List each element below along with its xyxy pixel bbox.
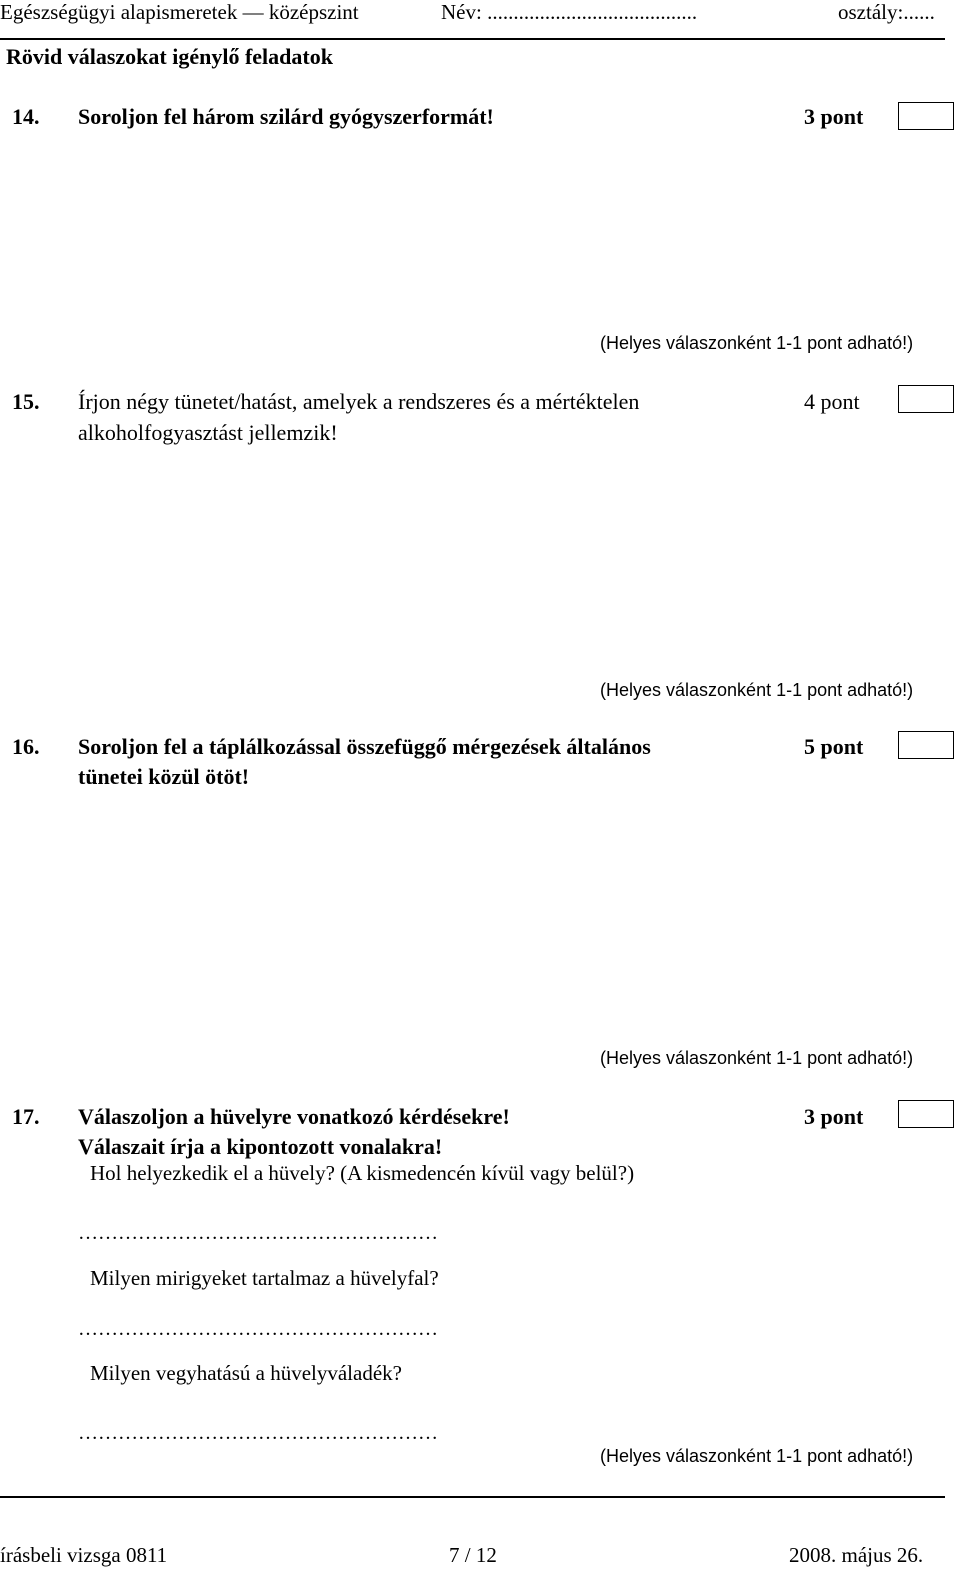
question-17-note: (Helyes válaszonként 1-1 pont adható!): [600, 1446, 914, 1466]
header-rule: [0, 38, 945, 40]
answer-line-1[interactable]: ………………………………………………: [78, 1222, 438, 1244]
question-16-number: 16.: [12, 734, 40, 759]
question-17-text-line2: Válaszait írja a kipontozott vonalakra!: [78, 1134, 443, 1159]
question-17-points: 3 pont: [804, 1104, 864, 1129]
question-14-points: 3 pont: [804, 104, 864, 129]
question-15-number: 15.: [12, 389, 40, 414]
question-14-text: Soroljon fel három szilárd gyógyszerformát!: [78, 104, 494, 129]
question-14-score-box[interactable]: [898, 102, 954, 130]
question-15-text-line1: Írjon négy tünetet/hatást, amelyek a rendszeres és a mértéktelen: [78, 389, 640, 414]
question-16-note: (Helyes válaszonként 1-1 pont adható!): [600, 1048, 914, 1068]
footer-exam-code: írásbeli vizsga 0811: [0, 1543, 168, 1567]
section-title: Rövid válaszokat igénylő feladatok: [6, 44, 333, 69]
question-15-score-box[interactable]: [898, 385, 954, 413]
question-16-text-line1: Soroljon fel a táplálkozással összefüggő mérgezések általános: [78, 734, 651, 759]
question-16-points: 5 pont: [804, 734, 864, 759]
question-17-sub-3: Milyen vegyhatású a hüvelyváladék?: [90, 1361, 402, 1385]
header-name-field: Név: ........................................: [441, 0, 698, 24]
question-17-sub-1: Hol helyezkedik el a hüvely? (A kismedencén kívül vagy belül?): [90, 1161, 635, 1185]
header-class-field: osztály:......: [838, 0, 935, 24]
question-16-score-box[interactable]: [898, 731, 954, 759]
question-15-note: (Helyes válaszonként 1-1 pont adható!): [600, 680, 914, 700]
footer-rule: [0, 1496, 945, 1498]
question-15-text-line2: alkoholfogyasztást jellemzik!: [78, 420, 338, 445]
answer-line-2[interactable]: ………………………………………………: [78, 1318, 438, 1340]
header-subject: Egészségügyi alapismeretek — középszint: [0, 0, 359, 24]
question-17-text-line1: Válaszoljon a hüvelyre vonatkozó kérdésekre!: [78, 1104, 510, 1129]
question-17-score-box[interactable]: [898, 1100, 954, 1128]
question-17-sub-2: Milyen mirigyeket tartalmaz a hüvelyfal?: [90, 1266, 439, 1290]
question-14-number: 14.: [12, 104, 40, 129]
question-17-number: 17.: [12, 1104, 40, 1129]
question-15-points: 4 pont: [804, 389, 860, 414]
footer-date: 2008. május 26.: [789, 1543, 924, 1567]
answer-line-3[interactable]: ………………………………………………: [78, 1422, 438, 1444]
question-16-text-line2: tünetei közül ötöt!: [78, 764, 250, 789]
footer-page-number: 7 / 12: [449, 1543, 497, 1567]
question-14-note: (Helyes válaszonként 1-1 pont adható!): [600, 333, 914, 353]
